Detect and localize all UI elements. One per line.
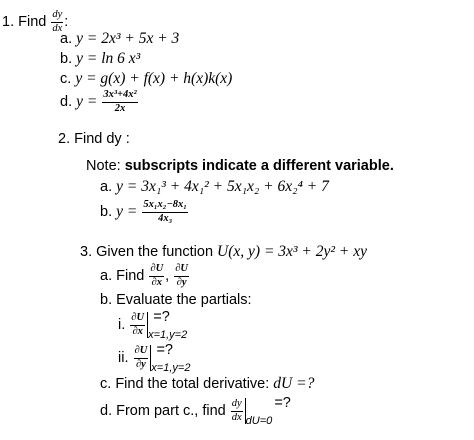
q1-frac-den: dx (52, 22, 63, 34)
q3c-label: c. (100, 376, 112, 392)
q2-heading (58, 130, 130, 148)
q1-heading (2, 10, 68, 34)
q3c-expr: dU =? (273, 375, 315, 392)
q2a-expr: y = 3x₁³ + 4x₁² + 5x₁x₂ + 6x₂⁴ + 7 (116, 178, 329, 195)
q2b-lhs: y = (116, 202, 138, 220)
q3b-label: b. (100, 292, 113, 308)
q3d-label: d. (100, 402, 113, 419)
q3c-text: Find the total derivative: (115, 376, 270, 392)
q3bi-tail: =? (153, 308, 170, 325)
q3d-text: From part c., find (116, 402, 226, 419)
q3bi-den: ∂x (132, 325, 143, 337)
q3a-f2-den: ∂y (176, 276, 187, 288)
q2-number: 2. (58, 131, 71, 147)
q1-part-b (60, 50, 140, 68)
q3a-sep: , (165, 267, 170, 284)
q2-note-text: subscripts indicate a different variable. (124, 158, 394, 174)
q3bi-num: ∂U (130, 313, 145, 326)
q3d-num: dy (231, 399, 243, 412)
q3a-fraction-x (149, 264, 164, 288)
q3-label: Given the function (96, 244, 214, 260)
q3a-fraction-y (174, 264, 189, 288)
q3-part-a (100, 264, 190, 288)
q3bii-num: ∂U (134, 346, 149, 359)
q1c-expr: y = g(x) + f(x) + h(x)k(x) (75, 70, 233, 87)
q1d-fraction (102, 90, 137, 114)
q3a-text: Find (116, 267, 145, 284)
q1-frac-num: dy (51, 10, 63, 23)
q1d-lhs: y = (76, 92, 98, 110)
q3d-eval-point: dU=0 (245, 414, 273, 427)
q1b-label: b. (60, 51, 73, 67)
q1d-den: 2x (114, 102, 126, 114)
q3-part-b-i (118, 308, 208, 341)
q3d-fraction (231, 399, 243, 423)
q3a-label: a. (100, 267, 113, 284)
q3a-f1-num: ∂U (149, 264, 164, 277)
q3-part-b (100, 291, 252, 309)
q1d-label: d. (60, 93, 73, 110)
q2a-label: a. (100, 179, 113, 195)
q1-part-c (60, 70, 232, 88)
q3-part-b-ii (118, 341, 211, 374)
q1-part-a (60, 30, 179, 48)
q1a-label: a. (60, 31, 73, 47)
q2b-label: b. (100, 203, 113, 220)
q3-part-c (100, 375, 314, 393)
q3-heading (80, 243, 367, 261)
q2b-den: 4x₃ (158, 212, 173, 224)
q2-part-a (100, 178, 329, 196)
q3bii-eval-point: x=1,y=2 (151, 361, 191, 374)
q1-part-d (60, 90, 139, 114)
q3bii-den: ∂y (135, 358, 146, 370)
q3-number: 3. (80, 244, 93, 260)
q3bii-tail: =? (156, 341, 174, 358)
q3bi-label: i. (118, 316, 126, 333)
q2-note-label: Note: (86, 158, 121, 174)
q1-label: Find (18, 13, 47, 30)
q1-colon: : (64, 13, 69, 30)
q3bii-fraction (134, 346, 149, 370)
q3bi-eval-point: x=1,y=2 (148, 328, 188, 341)
q3d-den: dx (231, 411, 242, 423)
q2b-num: 5x₁x₂−8x₁ (142, 200, 188, 213)
q1c-label: c. (60, 71, 72, 87)
q1a-expr: y = 2x³ + 5x + 3 (76, 30, 180, 47)
q1-number: 1. (2, 13, 15, 30)
q3b-text: Evaluate the partials: (116, 292, 252, 308)
q1b-expr: y = ln 6 x³ (76, 50, 141, 67)
q2-label: Find dy : (74, 131, 130, 147)
q3bii-label: ii. (118, 349, 129, 366)
q3a-f2-num: ∂U (174, 264, 189, 277)
q3bi-fraction (130, 313, 145, 337)
q3d-tail: =? (274, 394, 291, 411)
q2b-fraction (142, 200, 188, 224)
q1d-num: 3x³+4x² (102, 90, 137, 103)
q2-part-b (100, 200, 189, 224)
q3a-f1-den: ∂x (151, 276, 162, 288)
q3-function: U(x, y) = 3x³ + 2y² + xy (217, 243, 368, 260)
q3-part-d (100, 394, 293, 427)
q2-note (86, 157, 394, 175)
